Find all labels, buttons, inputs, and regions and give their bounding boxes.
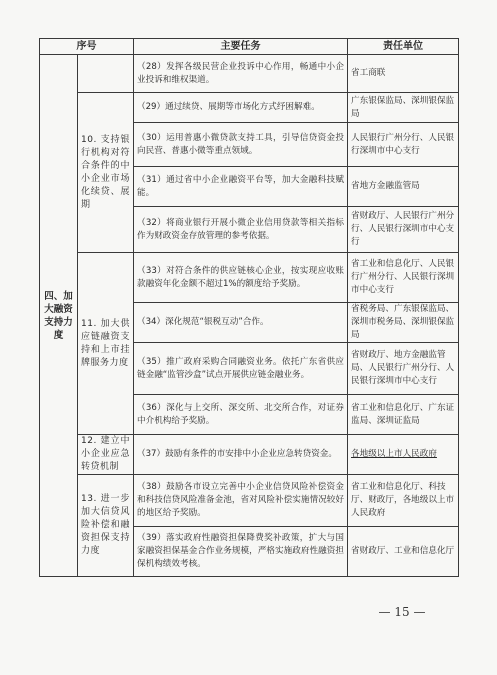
task-cell: （39）落实政府性融资担保降费奖补政策，扩大与国家融资担保基金合作业务规模，严格实施政府性融资担保机构绩效考核。 xyxy=(134,527,348,577)
task-cell: （29）通过续贷、展期等市场化方式纾困解难。 xyxy=(134,93,348,123)
table-row xyxy=(40,93,459,123)
resp-cell: 人民银行广州分行、人民银行深圳市中心支行 xyxy=(348,123,459,167)
header-task: 主要任务 xyxy=(134,39,348,55)
resp-cell: 省工业和信息化厅、科技厅、财政厅，各地级以上市人民政府 xyxy=(348,475,459,527)
task-cell: （36）深化与上交所、深交所、北交所合作，对证券中介机构给予奖励。 xyxy=(134,395,348,435)
category-label: 四、加大融资支持力度 xyxy=(44,290,73,341)
category-cell xyxy=(40,55,78,577)
resp-cell: 省工业和信息化厅、人民银行广州分行、人民银行深圳市中心支行 xyxy=(348,253,459,303)
resp-cell: 各地级以上市人民政府 xyxy=(348,435,459,475)
resp-cell: 省工商联 xyxy=(348,55,459,93)
subgroup-cell-empty xyxy=(78,55,134,93)
page-number: — 15 — xyxy=(378,605,426,619)
task-cell: （32）将商业银行开展小微企业信用贷款等相关指标作为财政资金存放管理的参考依据。 xyxy=(134,207,348,253)
task-cell: （34）深化规范“银税互动”合作。 xyxy=(134,303,348,343)
task-cell: （35）推广政府采购合同融资业务。依托广东省供应链金融“监管沙盒”试点开展供应链金融业务。 xyxy=(134,343,348,395)
task-cell: （37）鼓励有条件的市安排中小企业应急转贷资金。 xyxy=(134,435,348,475)
subgroup-title: 13. 进一步加大信贷风险补偿和融资担保支持力度 xyxy=(78,475,134,577)
task-cell: （30）运用普惠小微贷款支持工具，引导信贷资金投向民营、普惠小微等重点领域。 xyxy=(134,123,348,167)
resp-cell: 省财政厅、地方金融监管局、人民银行广州分行、人民银行深圳市中心支行 xyxy=(348,343,459,395)
resp-cell: 省财政厅、人民银行广州分行、人民银行深圳市中心支行 xyxy=(348,207,459,253)
table-header-row xyxy=(40,39,459,55)
task-table xyxy=(39,38,459,577)
task-cell: （38）鼓励各市设立完善中小企业信贷风险补偿资金和科技信贷风险准备金池，省对风险补偿实施情况较好的地区给予奖励。 xyxy=(134,475,348,527)
subgroup-title: 11. 加大供应链融资支持和上市挂牌服务力度 xyxy=(78,253,134,435)
header-resp: 责任单位 xyxy=(348,39,459,55)
header-no: 序号 xyxy=(40,39,134,55)
table-row xyxy=(40,55,459,93)
resp-cell: 省地方金融监管局 xyxy=(348,167,459,207)
table-row xyxy=(40,253,459,303)
table-row xyxy=(40,475,459,527)
resp-cell: 省税务局、广东银保监局、深圳市税务局、深圳银保监局 xyxy=(348,303,459,343)
resp-cell: 广东银保监局、深圳银保监局 xyxy=(348,93,459,123)
subgroup-title: 10. 支持银行机构对符合条件的中小企业市场化续贷、展期 xyxy=(78,93,134,253)
table-row xyxy=(40,435,459,475)
subgroup-title: 12. 建立中小企业应急转贷机制 xyxy=(78,435,134,475)
task-cell: （31）通过省中小企业融资平台等，加大金融科技赋能。 xyxy=(134,167,348,207)
task-cell: （28）发挥各级民营企业投诉中心作用，畅通中小企业投诉和维权渠道。 xyxy=(134,55,348,93)
task-cell: （33）对符合条件的供应链核心企业，按实现应收账款融资年化金额不超过1%的额度给予奖励。 xyxy=(134,253,348,303)
resp-cell: 省工业和信息化厅、广东证监局、深圳证监局 xyxy=(348,395,459,435)
resp-cell: 省财政厅、工业和信息化厅 xyxy=(348,527,459,577)
